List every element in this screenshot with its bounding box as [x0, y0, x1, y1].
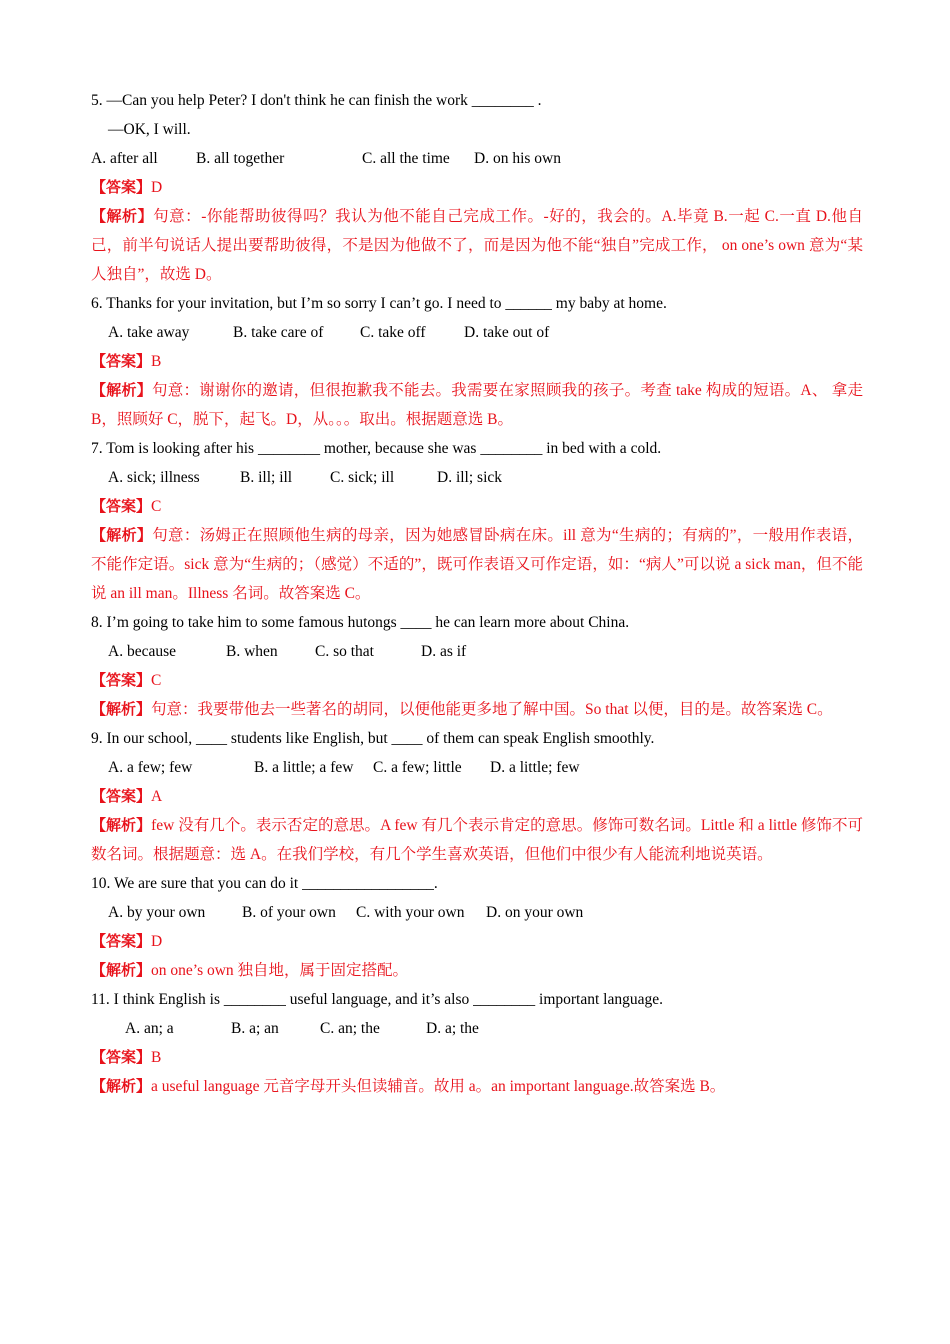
answer-tag: 【答案】 — [91, 352, 152, 370]
option-c: C. an; the — [320, 1020, 380, 1037]
option-d: D. on your own — [486, 904, 584, 921]
analysis-text: 句意：我要带他去一些著名的胡同，以便他能更多地了解中国。So that 以便，目的是。故答案选 C。 — [151, 701, 833, 718]
option-b: B. a little; a few — [254, 759, 354, 776]
option-a: A. because — [108, 643, 176, 660]
analysis-line — [91, 811, 863, 869]
answer-value: D — [151, 933, 163, 950]
option-d: D. a; the — [426, 1020, 479, 1037]
answer-tag: 【答案】 — [91, 1048, 152, 1066]
answer-value: C — [151, 672, 162, 689]
answer-value: B — [151, 1049, 162, 1066]
options-row — [91, 318, 863, 347]
analysis-tag: 【解析】 — [91, 207, 154, 225]
question-stem: 7. Tom is looking after his ________ mother, because she was ________ in bed with a cold. — [91, 440, 662, 457]
analysis-line — [91, 956, 863, 985]
option-d: D. on his own — [474, 150, 561, 167]
analysis-line — [91, 376, 863, 434]
answer-line — [91, 666, 863, 695]
question-9 — [91, 724, 863, 869]
option-b: B. a; an — [231, 1020, 279, 1037]
option-a: A. take away — [108, 324, 190, 341]
answer-line — [91, 782, 863, 811]
option-d: D. as if — [421, 643, 467, 660]
option-a: A. sick; illness — [108, 469, 200, 486]
option-b: B. all together — [196, 150, 285, 167]
analysis-line — [91, 521, 863, 608]
analysis-tag: 【解析】 — [91, 961, 152, 979]
analysis-text: on one’s own 独自地，属于固定搭配。 — [151, 962, 409, 979]
answer-tag: 【答案】 — [91, 178, 152, 196]
question-stem: 8. I’m going to take him to some famous hutongs ____ he can learn more about China. — [91, 614, 630, 631]
options-row — [91, 753, 863, 782]
question-10 — [91, 869, 863, 985]
question-stem: 10. We are sure that you can do it _________________. — [91, 875, 438, 892]
option-a: A. by your own — [108, 904, 206, 921]
analysis-text: 句意：汤姆正在照顾他生病的母亲，因为她感冒卧病在床。ill 意为“生病的；有病的”，一般用作表语，不能作定语。sick 意为“生病的；（感觉）不适的”，既可作表语又可作定语，如：“病人”可以说 a sick man，但不能说 an ill man。Illness 名词。故答案选 C。 — [91, 527, 863, 602]
question-11 — [91, 985, 863, 1101]
analysis-tag: 【解析】 — [91, 700, 152, 718]
answer-tag: 【答案】 — [91, 787, 152, 805]
question-5 — [91, 86, 863, 289]
question-stem: 9. In our school, ____ students like English, but ____ of them can speak English smoothly. — [91, 730, 655, 747]
question-stem: 6. Thanks for your invitation, but I’m so sorry I can’t go. I need to ______ my baby at home. — [91, 295, 667, 312]
option-c: C. take off — [360, 324, 426, 341]
question-8 — [91, 608, 863, 724]
answer-line — [91, 927, 863, 956]
options-row — [91, 463, 863, 492]
analysis-line — [91, 695, 863, 724]
question-stem: 5. —Can you help Peter? I don't think he can finish the work ________ . — [91, 92, 542, 109]
question-6 — [91, 289, 863, 434]
answer-value: B — [151, 353, 162, 370]
option-d: D. a little; few — [490, 759, 580, 776]
option-b: B. ill; ill — [240, 469, 293, 486]
answer-line — [91, 492, 863, 521]
answer-value: D — [151, 179, 163, 196]
option-c: C. all the time — [362, 150, 450, 167]
question-7 — [91, 434, 863, 608]
option-a: A. a few; few — [108, 759, 193, 776]
analysis-line — [91, 202, 863, 289]
answer-value: A — [151, 788, 163, 805]
question-stem: 11. I think English is ________ useful language, and it’s also ________ important language. — [91, 991, 663, 1008]
option-b: B. when — [226, 643, 278, 660]
option-c: C. a few; little — [373, 759, 462, 776]
answer-tag: 【答案】 — [91, 671, 152, 689]
option-c: C. with your own — [356, 904, 465, 921]
analysis-text: 句意：谢谢你的邀请，但很抱歉我不能去。我需要在家照顾我的孩子。考查 take 构成的短语。A、 拿走 B，照顾好 C，脱下，起飞。D，从。。。取出。根据题意选 B。 — [91, 382, 863, 428]
analysis-tag: 【解析】 — [91, 1077, 152, 1095]
options-row — [91, 637, 863, 666]
analysis-line — [91, 1072, 863, 1101]
option-b: B. of your own — [242, 904, 336, 921]
option-b: B. take care of — [233, 324, 324, 341]
analysis-tag: 【解析】 — [91, 381, 153, 399]
analysis-text: few 没有几个。表示否定的意思。A few 有几个表示肯定的意思。修饰可数名词。Little 和 a little 修饰不可数名词。根据题意：选 A。在我们学校，有几个学生喜欢英语，但他们中很少有人能流利地说英语。 — [91, 817, 863, 863]
analysis-text: 句意：-你能帮助彼得吗？我认为他不能自己完成工作。-好的，我会的。A.毕竟 B.一起 C.一直 D.他自己，前半句说话人提出要帮助彼得，不是因为他做不了，而是因为他不能“独自”完成工作， on one’s own 意为“某人独自”，故选 D。 — [91, 208, 863, 283]
answer-tag: 【答案】 — [91, 497, 152, 515]
answer-tag: 【答案】 — [91, 932, 152, 950]
answer-line — [91, 347, 863, 376]
option-c: C. sick; ill — [330, 469, 395, 486]
option-d: D. take out of — [464, 324, 550, 341]
option-d: D. ill; sick — [437, 469, 503, 486]
analysis-text: a useful language 元音字母开头但读辅音。故用 a。an important language.故答案选 B。 — [151, 1078, 726, 1095]
options-row — [91, 144, 863, 173]
options-row — [91, 1014, 863, 1043]
answer-line — [91, 173, 863, 202]
answer-value: C — [151, 498, 162, 515]
answer-line — [91, 1043, 863, 1072]
analysis-tag: 【解析】 — [91, 526, 153, 544]
option-a: A. an; a — [125, 1020, 174, 1037]
option-c: C. so that — [315, 643, 374, 660]
question-list — [91, 86, 863, 1101]
option-a: A. after all — [91, 150, 158, 167]
question-stem-reply: —OK, I will. — [108, 121, 191, 138]
analysis-tag: 【解析】 — [91, 816, 152, 834]
options-row — [91, 898, 863, 927]
